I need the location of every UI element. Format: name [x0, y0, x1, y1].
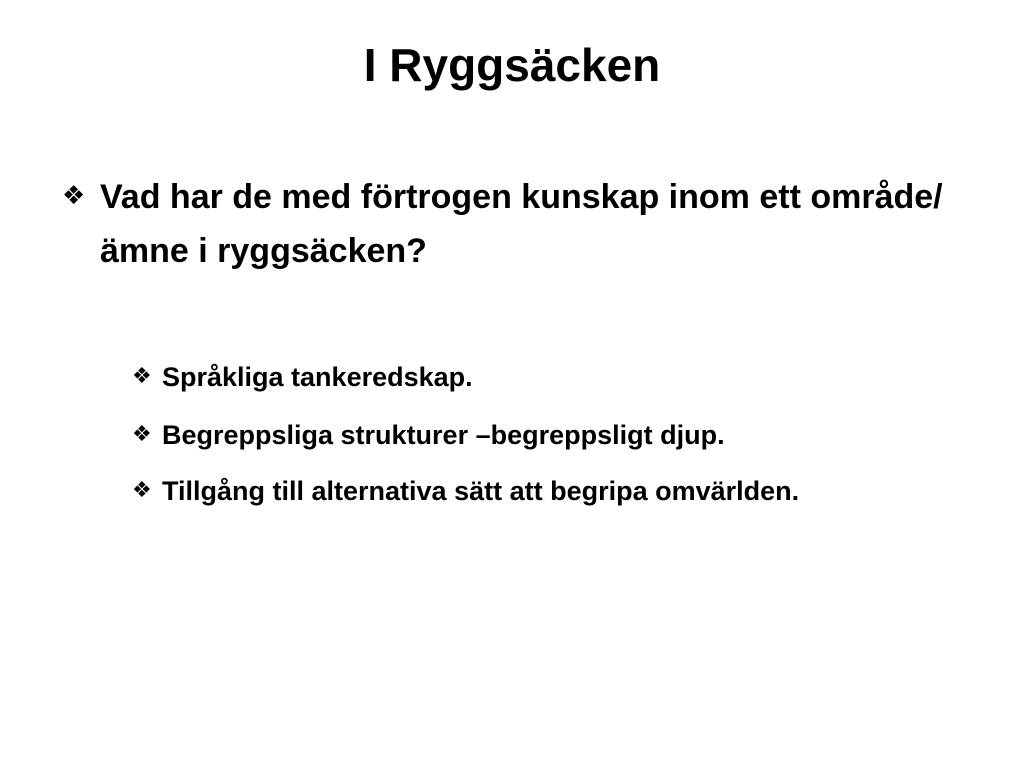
main-bullet-text: Vad har de med förtrogen kunskap inom ett område/ämne i ryggsäcken? — [100, 178, 943, 270]
diamond-bullet-icon: ❖ — [132, 363, 152, 388]
sub-bullet — [116, 466, 926, 515]
main-bullet — [62, 168, 1000, 278]
diamond-bullet-icon: ❖ — [132, 477, 152, 502]
sub-bullet-text: Språkliga tankeredskap. — [162, 362, 473, 392]
slide-title: I Ryggsäcken — [363, 39, 661, 91]
diamond-bullet-icon: ❖ — [62, 180, 86, 210]
sub-bullet-text: Tillgång till alternativa sätt att begripa omvärlden. — [162, 476, 800, 506]
sub-bullet — [116, 410, 926, 459]
sub-bullet — [116, 352, 926, 401]
diamond-bullet-icon: ❖ — [132, 421, 152, 446]
sub-bullet-text: Begreppsliga strukturer –begreppsligt djup. — [162, 420, 725, 450]
